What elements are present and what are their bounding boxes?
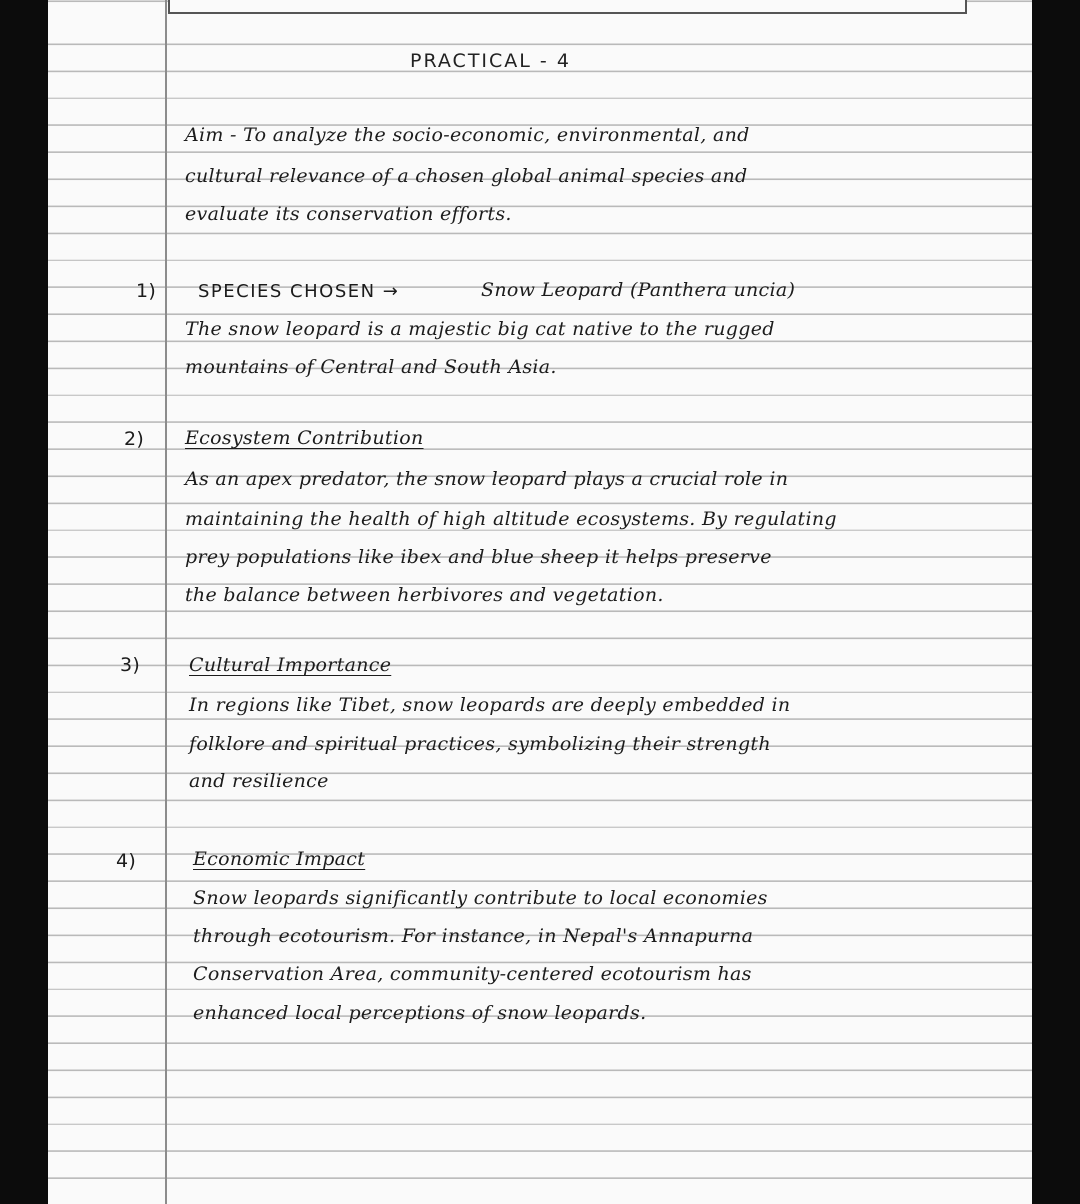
header-box — [168, 0, 967, 14]
section-4-line-3: Conservation Area, community-centered ecotourism has — [193, 963, 752, 985]
section-2-number: 2) — [124, 428, 145, 450]
section-4-line-2: through ecotourism. For instance, in Nepal's Annapurna — [193, 925, 754, 947]
section-2-heading: Ecosystem Contribution — [185, 427, 424, 449]
section-1-line-1: The snow leopard is a majestic big cat native to the rugged — [185, 318, 775, 340]
section-1-heading-value: Snow Leopard (Panthera uncia) — [481, 279, 796, 301]
section-3-line-2: folklore and spiritual practices, symbolizing their strength — [189, 733, 771, 755]
section-2-line-2: maintaining the health of high altitude ecosystems. By regulating — [185, 508, 837, 530]
section-4-number: 4) — [116, 850, 137, 872]
aim-line-3: evaluate its conservation efforts. — [185, 203, 512, 225]
section-3-heading: Cultural Importance — [189, 654, 392, 676]
section-3-line-3: and resilience — [189, 770, 329, 792]
section-4-heading: Economic Impact — [193, 848, 366, 870]
aim-line-2: cultural relevance of a chosen global animal species and — [185, 165, 748, 187]
notebook-page — [48, 0, 1032, 1204]
page-title: PRACTICAL - 4 — [410, 50, 571, 72]
section-2-line-3: prey populations like ibex and blue sheep it helps preserve — [185, 546, 772, 568]
margin-line — [165, 0, 167, 1204]
section-4-line-4: enhanced local perceptions of snow leopards. — [193, 1002, 647, 1024]
section-1-line-2: mountains of Central and South Asia. — [185, 356, 557, 378]
section-1-heading-label: SPECIES CHOSEN → — [198, 281, 400, 302]
section-2-line-4: the balance between herbivores and vegetation. — [185, 584, 664, 606]
section-3-number: 3) — [120, 654, 141, 676]
section-1-number: 1) — [136, 280, 157, 302]
section-2-line-1: As an apex predator, the snow leopard plays a crucial role in — [185, 468, 789, 490]
section-3-line-1: In regions like Tibet, snow leopards are deeply embedded in — [189, 694, 791, 716]
aim-line-1: Aim - To analyze the socio-economic, environmental, and — [185, 124, 750, 146]
section-4-line-1: Snow leopards significantly contribute to local economies — [193, 887, 768, 909]
